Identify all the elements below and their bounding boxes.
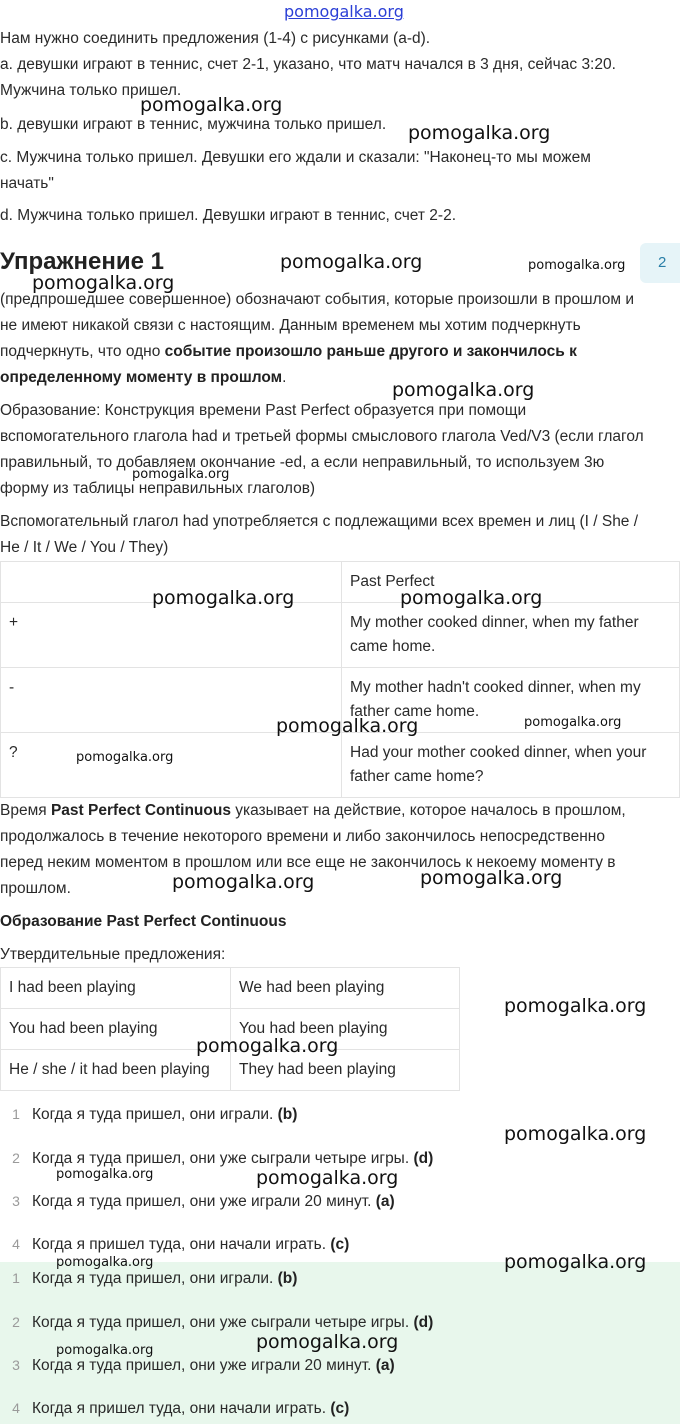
ppc-line: прошлом. — [0, 880, 71, 897]
table-cell: You had been playing — [231, 1009, 460, 1050]
ppc-line: продолжалось в течение некоторого времени и либо закончилось непосредственно — [0, 828, 605, 845]
watermark: pomogalka.org — [76, 750, 174, 765]
table-header-cell: Past Perfect — [342, 562, 680, 603]
watermark: pomogalka.org — [504, 1123, 647, 1145]
watermark: pomogalka.org — [56, 1255, 154, 1270]
formation-line: Образование: Конструкция времени Past Perfect образуется при помощи — [0, 402, 527, 419]
watermark-top[interactable]: pomogalka.org — [284, 2, 404, 21]
watermark: pomogalka.org — [56, 1343, 154, 1358]
exercise-number-badge[interactable]: 2 — [640, 243, 680, 283]
theory-line: подчеркнуть, что одно событие произошло раньше другого и закончилось к — [0, 343, 577, 360]
watermark: pomogalka.org — [196, 1035, 339, 1057]
table-cell: He / she / it had been playing — [1, 1050, 231, 1091]
theory-line: (предпрошедшее совершенное) обозначают события, которые произошли в прошлом и — [0, 291, 635, 308]
table-cell: ? — [1, 733, 342, 798]
table-cell: My mother hadn't cooked dinner, when my father came home. — [342, 668, 680, 733]
watermark: pomogalka.org — [504, 995, 647, 1017]
table-cell: We had been playing — [231, 968, 460, 1009]
intro-option-c-cont: начать" — [0, 175, 54, 192]
watermark: pomogalka.org — [528, 258, 626, 273]
watermark: pomogalka.org — [408, 122, 551, 144]
table-cell: My mother cooked dinner, when my father came home. — [342, 603, 680, 668]
formation-line: вспомогательного глагола had и третьей формы смыслового глагола Ved/V3 (если глагол — [0, 428, 644, 445]
table-cell: - — [1, 668, 342, 733]
affirmative-label: Утвердительные предложения: — [0, 946, 226, 963]
intro-option-d: d. Мужчина только пришел. Девушки играют в теннис, счет 2-2. — [0, 207, 457, 224]
answer-item-highlighted: 2 Когда я туда пришел, они уже сыграли четыре игры. (d) — [12, 1314, 434, 1331]
answer-item: 1 Когда я туда пришел, они играли. (b) — [12, 1106, 298, 1123]
ppc-line: Время Past Perfect Continuous указывает на действие, которое началось в прошлом, — [0, 802, 626, 819]
watermark: pomogalka.org — [280, 251, 423, 273]
intro-line: Нам нужно соединить предложения (1-4) с рисунками (a-d). — [0, 30, 431, 47]
table-cell: Had your mother cooked dinner, when your father came home? — [342, 733, 680, 798]
watermark: pomogalka.org — [400, 587, 543, 609]
watermark: pomogalka.org — [504, 1251, 647, 1273]
watermark: pomogalka.org — [56, 1167, 154, 1182]
watermark: pomogalka.org — [276, 715, 419, 737]
watermark: pomogalka.org — [256, 1167, 399, 1189]
intro-option-c: c. Мужчина только пришел. Девушки его ждали и сказали: "Наконец-то мы можем — [0, 149, 591, 166]
watermark: pomogalka.org — [132, 467, 230, 482]
table-cell: You had been playing — [1, 1009, 231, 1050]
watermark: pomogalka.org — [172, 871, 315, 893]
theory-line: не имеют никакой связи с настоящим. Данным временем мы хотим подчеркнуть — [0, 317, 581, 334]
intro-option-a-cont: Мужчина только пришел. — [0, 82, 182, 99]
table-cell: + — [1, 603, 342, 668]
formation-line: форму из таблицы неправильных глаголов) — [0, 480, 316, 497]
table-cell: They had been playing — [231, 1050, 460, 1091]
ppc-forms-table — [0, 967, 460, 1091]
watermark: pomogalka.org — [524, 715, 622, 730]
exercise-title: Упражнение 1 — [0, 248, 164, 275]
watermark: pomogalka.org — [140, 94, 283, 116]
table-cell: I had been playing — [1, 968, 231, 1009]
watermark: pomogalka.org — [256, 1331, 399, 1353]
answer-item-highlighted: 4 Когда я пришел туда, они начали играть. (c) — [12, 1400, 350, 1417]
intro-option-a: a. девушки играют в теннис, счет 2-1, указано, что матч начался в 3 дня, сейчас 3:20. — [0, 56, 616, 73]
answer-item-highlighted: 1 Когда я туда пришел, они играли. (b) — [12, 1270, 298, 1287]
formation-line: правильный, то добавляем окончание -ed, а если неправильный, то используем 3ю — [0, 454, 605, 471]
answer-item-highlighted: 3 Когда я туда пришел, они уже играли 20 минут. (a) — [12, 1357, 395, 1374]
intro-option-b: b. девушки играют в теннис, мужчина только пришел. — [0, 116, 387, 133]
theory-line: определенному моменту в прошлом. — [0, 369, 287, 386]
answer-item: 3 Когда я туда пришел, они уже играли 20 минут. (a) — [12, 1193, 395, 1210]
answer-item: 4 Когда я пришел туда, они начали играть. (c) — [12, 1236, 350, 1253]
watermark: pomogalka.org — [152, 587, 295, 609]
watermark: pomogalka.org — [32, 272, 175, 294]
watermark: pomogalka.org — [392, 379, 535, 401]
ppc-line: перед неким моментом в прошлом или все еще не закончилось к некоему моменту в — [0, 854, 616, 871]
answer-item: 2 Когда я туда пришел, они уже сыграли четыре игры. (d) — [12, 1150, 434, 1167]
auxiliary-line: He / It / We / You / They) — [0, 539, 169, 556]
watermark: pomogalka.org — [420, 867, 563, 889]
ppc-heading: Образование Past Perfect Continuous — [0, 913, 287, 930]
auxiliary-line: Вспомогательный глагол had употребляется с подлежащими всех времен и лиц (I / She / — [0, 513, 639, 530]
